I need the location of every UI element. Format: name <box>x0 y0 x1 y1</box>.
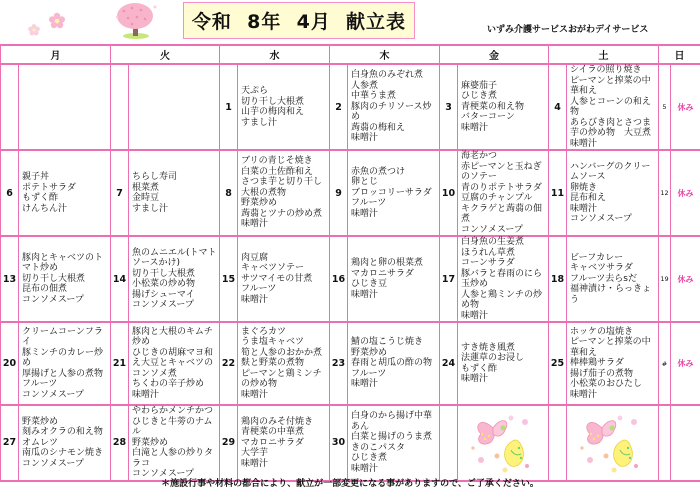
menu-item: ほうれん草煮 <box>461 247 516 258</box>
day-date: 29 <box>220 405 238 481</box>
menu-item: コンソメスープ <box>570 214 632 224</box>
day-date: 13 <box>1 236 19 322</box>
menu-item: 海老かつ <box>461 151 498 161</box>
week-row <box>1 64 700 150</box>
menu-item: 味噌汁 <box>351 133 379 144</box>
menu-item: 豚ミンチのカレー炒め <box>22 347 104 369</box>
menu-item: サツマイモの甘煮 <box>241 273 313 284</box>
day-menu <box>19 64 111 150</box>
menu-item: 野菜炒め <box>22 416 59 427</box>
menu-item: 人参と鶏ミンチの炒め物 <box>461 289 543 310</box>
day-date: # <box>659 322 671 405</box>
day-menu <box>348 150 440 236</box>
closed-label <box>671 405 700 481</box>
menu-item: 白身のから揚げ中華あん <box>351 411 433 432</box>
menu-item: ブロッコリーサラダ <box>351 187 432 198</box>
menu-item: 蒟蒻の梅和え <box>351 122 406 133</box>
menu-item: コンソメスープ <box>22 389 84 400</box>
day-menu <box>458 150 549 236</box>
day-menu <box>19 405 111 481</box>
menu-item: 親子丼 <box>22 172 50 182</box>
day-date: 28 <box>111 405 129 481</box>
weekday-wednesday: 水 <box>220 45 330 64</box>
menu-item: すまし汁 <box>132 203 169 214</box>
menu-item: 味噌汁 <box>241 458 269 469</box>
menu-item: 蒟蒻とツナの炒め煮 <box>241 208 323 219</box>
day-menu <box>19 150 111 236</box>
menu-item: やわらかメンチかつ <box>132 406 214 416</box>
menu-item: 卵焼き <box>570 182 598 193</box>
day-date: 6 <box>1 150 19 236</box>
day-menu <box>458 64 549 150</box>
day-menu <box>129 405 220 481</box>
day-date: 21 <box>111 322 129 405</box>
day-date: 10 <box>440 150 458 236</box>
menu-item: もずく酢 <box>22 193 59 203</box>
menu-item: 卵とじ <box>351 177 379 188</box>
menu-item: ひじきの胡麻マヨ和え大豆とキャベツのコンソメ煮 <box>132 347 214 379</box>
day-date: 3 <box>440 64 458 150</box>
day-date: 8 <box>220 150 238 236</box>
menu-item: うま塩キャベツ <box>241 337 305 348</box>
day-date <box>440 405 458 481</box>
menu-item: 筍と人参のおかか煮 <box>241 347 323 358</box>
menu-item: すまし汁 <box>241 117 278 128</box>
butterfly-icon <box>461 408 546 478</box>
day-date: 30 <box>330 405 348 481</box>
weekday-sunday: 日 <box>659 45 700 64</box>
menu-item: マカロニサラダ <box>351 268 414 279</box>
day-menu <box>129 150 220 236</box>
day-date: 9 <box>330 150 348 236</box>
menu-item: 切り干し大根煮 <box>22 273 86 284</box>
menu-item: まぐろカツ <box>241 326 287 337</box>
menu-item: 味噌汁 <box>461 374 489 384</box>
menu-item: キクラゲと蒟蒻の佃煮 <box>461 203 543 224</box>
day-date: 27 <box>1 405 19 481</box>
day-date <box>549 405 567 481</box>
menu-item: 厚揚げと人参の煮物 <box>22 368 104 379</box>
day-date: 7 <box>111 150 129 236</box>
day-date: 22 <box>220 322 238 405</box>
menu-item: ブリの青じそ焼き <box>241 156 313 167</box>
menu-item: 白身魚の生姜煮 <box>461 237 525 247</box>
menu-item: 味噌汁 <box>570 138 598 149</box>
menu-item: ひじき煮 <box>461 91 498 102</box>
menu-item: コーンサラダ <box>461 258 515 268</box>
menu-item: すき焼き風煮 <box>461 342 516 353</box>
menu-item: 切り干し大根煮 <box>132 268 196 279</box>
day-date: 24 <box>440 322 458 405</box>
butterfly-decoration-cell <box>458 405 549 481</box>
day-menu <box>129 236 220 322</box>
menu-item: 昆布和え <box>570 193 607 203</box>
menu-item: フルーツ <box>351 198 387 209</box>
day-date: 1 <box>220 64 238 150</box>
menu-item: フルーツ去らsだ <box>570 273 637 284</box>
menu-item: ビーフカレー <box>570 252 624 263</box>
menu-item: ちくわの辛子炒め <box>132 379 205 390</box>
butterfly-icon <box>570 408 656 478</box>
menu-item: 野菜炒め <box>132 437 169 448</box>
menu-item: 鯖の塩こうじ焼き <box>351 337 424 348</box>
menu-item: 味噌汁 <box>241 294 269 305</box>
menu-item: ちらし寿司 <box>132 172 178 182</box>
week-row <box>1 405 700 481</box>
menu-item: バターコーン <box>461 112 515 123</box>
menu-item: 青梗菜の中華煮 <box>241 427 305 437</box>
menu-item: ピーマンと鶏ミンチの炒め物 <box>241 368 322 390</box>
menu-item: 大根の煮物 <box>241 187 287 198</box>
menu-item: 豆腐のチャンプル <box>461 193 533 203</box>
menu-item: 赤ピーマンと玉ねぎのソテー <box>461 161 542 182</box>
closed-label: 休み <box>671 64 700 150</box>
day-date: 18 <box>549 236 567 322</box>
menu-item: フルーツ <box>22 379 58 390</box>
closed-label: 休み <box>671 236 700 322</box>
cherry-blossom-decoration <box>0 0 180 44</box>
day-date: 11 <box>549 150 567 236</box>
footer-note: ＊施設行事や材料の都合により、献立が一部変更になる事がありますので、ご了承ください。 <box>161 479 539 489</box>
menu-item: 野菜炒め <box>351 347 388 358</box>
menu-item: 青梗菜の和え物 <box>461 101 525 112</box>
menu-item: 白身魚のみぞれ煮 <box>351 70 424 81</box>
day-date: 5 <box>659 64 671 150</box>
menu-item: ポテトサラダ <box>22 182 76 193</box>
weekday-saturday: 土 <box>549 45 659 64</box>
menu-item: コンソメスープ <box>22 458 84 469</box>
weekday-header-row <box>1 45 700 64</box>
day-date <box>1 64 19 150</box>
menu-item: 棒棒鶏サラダ <box>570 358 624 369</box>
menu-item: 春雨と胡瓜の酢の物 <box>351 358 433 369</box>
day-menu <box>238 150 330 236</box>
menu-item: 野菜炒め <box>241 198 278 209</box>
menu-item: ハンバーグのクリームソース <box>570 161 651 182</box>
day-menu <box>567 64 659 150</box>
day-menu <box>238 322 330 405</box>
day-menu <box>19 322 111 405</box>
weekday-monday: 月 <box>1 45 111 64</box>
menu-item: 味噌汁 <box>570 389 598 400</box>
menu-item: 味噌汁 <box>132 389 160 400</box>
closed-label: 休み <box>671 322 700 405</box>
day-date <box>659 405 671 481</box>
menu-item: きのこパスタ <box>351 442 406 453</box>
day-menu <box>238 64 330 150</box>
menu-item: ピーマンと搾菜の中華和え <box>570 75 651 96</box>
day-date: 20 <box>1 322 19 405</box>
day-date: 19 <box>659 236 671 322</box>
menu-item: ピーマンと搾菜の中華和え <box>570 337 651 358</box>
day-menu <box>567 236 659 322</box>
menu-item: 福神漬け・らっきょう <box>570 284 652 305</box>
menu-item: 味噌汁 <box>351 289 379 300</box>
day-menu <box>567 322 659 405</box>
menu-item: コンソメスープ <box>132 300 194 310</box>
menu-item: 法蓮草のお浸し <box>461 353 525 363</box>
menu-item: 白菜の土佐酢和え <box>241 166 314 177</box>
closed-label: 休み <box>671 150 700 236</box>
butterfly-decoration-cell <box>567 405 659 481</box>
weekday-tuesday: 火 <box>111 45 220 64</box>
menu-item: ひじきと牛蒡のナムル <box>132 416 213 437</box>
day-date: 17 <box>440 236 458 322</box>
day-date <box>111 64 129 150</box>
menu-item: 味噌汁 <box>241 389 269 400</box>
menu-item: 肉豆腐 <box>241 252 269 263</box>
day-menu <box>238 236 330 322</box>
menu-item: 小松菜の炒め物 <box>132 279 196 289</box>
menu-item: 白滝と人参の炒りタラコ <box>132 448 214 469</box>
menu-item: コンソメスープ <box>22 294 84 305</box>
menu-calendar <box>0 44 700 482</box>
menu-item: 根菜煮 <box>132 182 160 193</box>
menu-item: 大学芋 <box>241 448 269 458</box>
menu-item: 人参とコーンの和え物 <box>570 96 651 117</box>
menu-item: 魚のムニエル(トマトソースかけ) <box>132 247 217 268</box>
menu-item: 麻婆茄子 <box>461 80 498 91</box>
menu-item: フルーツ <box>351 368 387 379</box>
menu-item: 昆布の佃煮 <box>22 284 68 295</box>
menu-item: マカロニサラダ <box>241 437 304 448</box>
day-menu <box>129 322 220 405</box>
menu-item: もずく酢 <box>461 363 498 374</box>
menu-item: 天ぷら <box>241 86 269 96</box>
organization-name: いずみ介護サービスおがわデイサービス <box>487 25 649 35</box>
weekday-friday: 金 <box>440 45 549 64</box>
day-date: 25 <box>549 322 567 405</box>
week-row <box>1 322 700 405</box>
weekday-thursday: 木 <box>330 45 440 64</box>
menu-item: ひじき豆 <box>351 279 388 289</box>
menu-item: けんちん汁 <box>22 203 68 214</box>
day-date: 2 <box>330 64 348 150</box>
menu-item: 麩と野菜の煮物 <box>241 358 305 369</box>
day-menu <box>458 236 549 322</box>
menu-item: 鶏肉と卵の根菜煮 <box>351 258 424 268</box>
menu-item: シイラの照り焼き <box>570 65 642 75</box>
day-date: 4 <box>549 64 567 150</box>
menu-item: コンソメスープ <box>461 224 523 235</box>
day-menu <box>348 322 440 405</box>
week-row <box>1 236 700 322</box>
menu-item: 切り干し大根煮 <box>241 96 305 107</box>
day-menu <box>348 64 440 150</box>
day-menu <box>458 322 549 405</box>
menu-item: コンソメスープ <box>132 469 194 479</box>
day-date: 23 <box>330 322 348 405</box>
menu-item: 豚肉とキャベツのトマト炒め <box>22 252 104 274</box>
menu-item: 刻みオクラの和え物 <box>22 427 103 437</box>
menu-item: 青のりポテトサラダ <box>461 182 542 193</box>
menu-item: 味噌汁 <box>461 310 489 321</box>
menu-item: キャベツソテー <box>241 263 305 274</box>
menu-item: キャベツサラダ <box>570 263 633 274</box>
day-menu <box>238 405 330 481</box>
menu-item: 南瓜のシナモン焼き <box>22 448 104 458</box>
menu-item: 人参煮 <box>351 80 379 91</box>
day-menu <box>348 236 440 322</box>
menu-item: 中華うま煮 <box>351 91 397 102</box>
menu-item: 味噌汁 <box>351 463 379 474</box>
menu-item: 味噌汁 <box>351 208 379 219</box>
menu-item: 味噌汁 <box>241 219 269 230</box>
day-menu <box>129 64 220 150</box>
menu-item: 味噌汁 <box>351 379 379 390</box>
day-date: 14 <box>111 236 129 322</box>
menu-item: 鶏肉のみそ付焼き <box>241 416 314 427</box>
week-row <box>1 150 700 236</box>
menu-item: クリームコーンフライ <box>22 326 103 348</box>
day-date: 12 <box>659 150 671 236</box>
menu-item: 豚バラと春雨のにら玉炒め <box>461 268 543 289</box>
menu-item: 赤魚の煮つけ <box>351 166 406 177</box>
menu-item: ひじき煮 <box>351 453 388 464</box>
page-title: 令和 8年 4月 献立表 <box>183 2 415 39</box>
cherry-blossom-flower-icon <box>28 13 65 36</box>
menu-item: 味噌汁 <box>570 203 598 214</box>
day-date: 15 <box>220 236 238 322</box>
menu-item: 小松菜のおひたし <box>570 379 643 390</box>
menu-item: フルーツ <box>241 284 277 295</box>
day-menu <box>348 405 440 481</box>
menu-item: 白菜と揚げのうま煮 <box>351 432 433 443</box>
menu-item: あらびき肉とさつま芋の炒め物 大豆煮 <box>570 117 652 138</box>
menu-item: 揚げシューマイ <box>132 289 195 300</box>
day-menu <box>567 150 659 236</box>
day-menu <box>19 236 111 322</box>
menu-item: 豚肉のチリソース炒め <box>351 101 432 123</box>
menu-item: オムレツ <box>22 437 59 448</box>
menu-item: 味噌汁 <box>461 122 489 133</box>
menu-item: 金時豆 <box>132 193 160 203</box>
menu-item: 揚げ茄子の煮物 <box>570 368 634 379</box>
cherry-blossom-tree-icon <box>116 3 157 39</box>
menu-item: ホッケの塩焼き <box>570 326 634 337</box>
menu-item: さつま芋と切り干し <box>241 177 323 188</box>
menu-item: 山芋の梅肉和え <box>241 107 305 117</box>
day-date: 16 <box>330 236 348 322</box>
menu-item: 豚肉と大根のキムチ炒め <box>132 326 213 348</box>
